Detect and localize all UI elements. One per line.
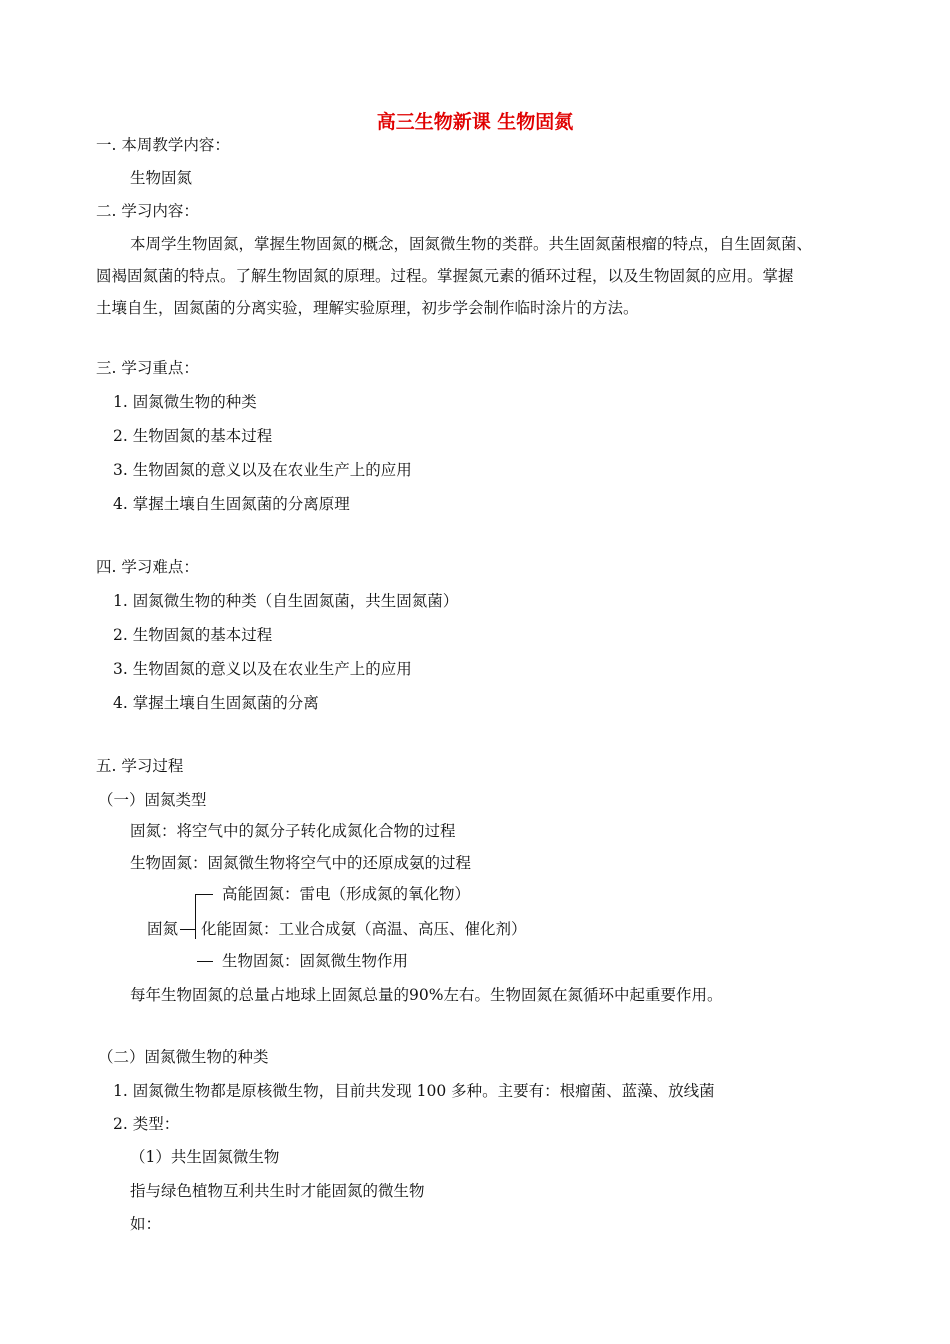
section-3-heading: 三. 学习重点： — [96, 359, 199, 377]
section-4-item: 3. 生物固氮的意义以及在农业生产上的应用 — [113, 660, 412, 678]
section-1-heading: 一. 本周教学内容： — [96, 136, 230, 154]
branch-biological: 生物固氮：固氮微生物作用 — [222, 952, 409, 970]
branch-high-energy: 高能固氮：雷电（形成氮的氧化物） — [222, 885, 471, 903]
subsection-2-item: 2. 类型： — [113, 1115, 180, 1133]
diagram-dash-root — [180, 929, 195, 930]
fixation-summary: 每年生物固氮的总量占地球上固氮总量的90%左右。生物固氮在氮循环中起重要作用。 — [130, 986, 723, 1004]
section-3-item: 3. 生物固氮的意义以及在农业生产上的应用 — [113, 461, 412, 479]
definition-nitrogen-fixation: 固氮：将空气中的氮分子转化成氮化合物的过程 — [130, 822, 456, 840]
subsection-2-item: 1. 固氮微生物都是原核微生物，目前共发现 100 多种。主要有：根瘤菌、蓝藻、放线菌 — [113, 1082, 715, 1100]
section-4-item: 2. 生物固氮的基本过程 — [113, 626, 273, 644]
section-1-content: 生物固氮 — [130, 169, 193, 187]
section-4-heading: 四. 学习难点： — [96, 558, 199, 576]
section-3-item: 4. 掌握土壤自生固氮菌的分离原理 — [113, 495, 350, 513]
section-4-item: 1. 固氮微生物的种类（自生固氮菌，共生固氮菌） — [113, 592, 459, 610]
section-2-line-3: 土壤自生，固氮菌的分离实验，理解实验原理，初步学会制作临时涂片的方法。 — [96, 299, 639, 317]
diagram-root-label: 固氮 — [147, 920, 179, 938]
section-3-item: 2. 生物固氮的基本过程 — [113, 427, 273, 445]
section-4-item: 4. 掌握土壤自生固氮菌的分离 — [113, 694, 319, 712]
diagram-dash-bottom — [197, 961, 213, 962]
section-5-heading: 五. 学习过程 — [96, 757, 184, 775]
subsection-2-heading: （二）固氮微生物的种类 — [98, 1048, 269, 1066]
diagram-dash-top — [195, 894, 213, 895]
section-2-line-2: 圆褐固氮菌的特点。了解生物固氮的原理。过程。掌握氮元素的循环过程，以及生物固氮的应用。掌握 — [96, 267, 794, 285]
definition-biological-fixation: 生物固氮：固氮微生物将空气中的还原成氨的过程 — [130, 854, 472, 872]
section-2-heading: 二. 学习内容： — [96, 202, 199, 220]
subsection-1-heading: （一）固氮类型 — [98, 791, 207, 809]
branch-chemical: 化能固氮：工业合成氨（高温、高压、催化剂） — [201, 920, 527, 938]
document-title: 高三生物新课 生物固氮 — [376, 111, 574, 133]
section-2-line-1: 本周学生物固氮，掌握生物固氮的概念，固氮微生物的类群。共生固氮菌根瘤的特点，自生固氮菌、 — [130, 235, 813, 253]
section-3-item: 1. 固氮微生物的种类 — [113, 393, 257, 411]
example-label: 如： — [130, 1215, 162, 1233]
symbiotic-description: 指与绿色植物互利共生时才能固氮的微生物 — [130, 1182, 425, 1200]
symbiotic-heading: （1）共生固氮微生物 — [130, 1148, 280, 1166]
diagram-bracket-line — [195, 894, 196, 939]
